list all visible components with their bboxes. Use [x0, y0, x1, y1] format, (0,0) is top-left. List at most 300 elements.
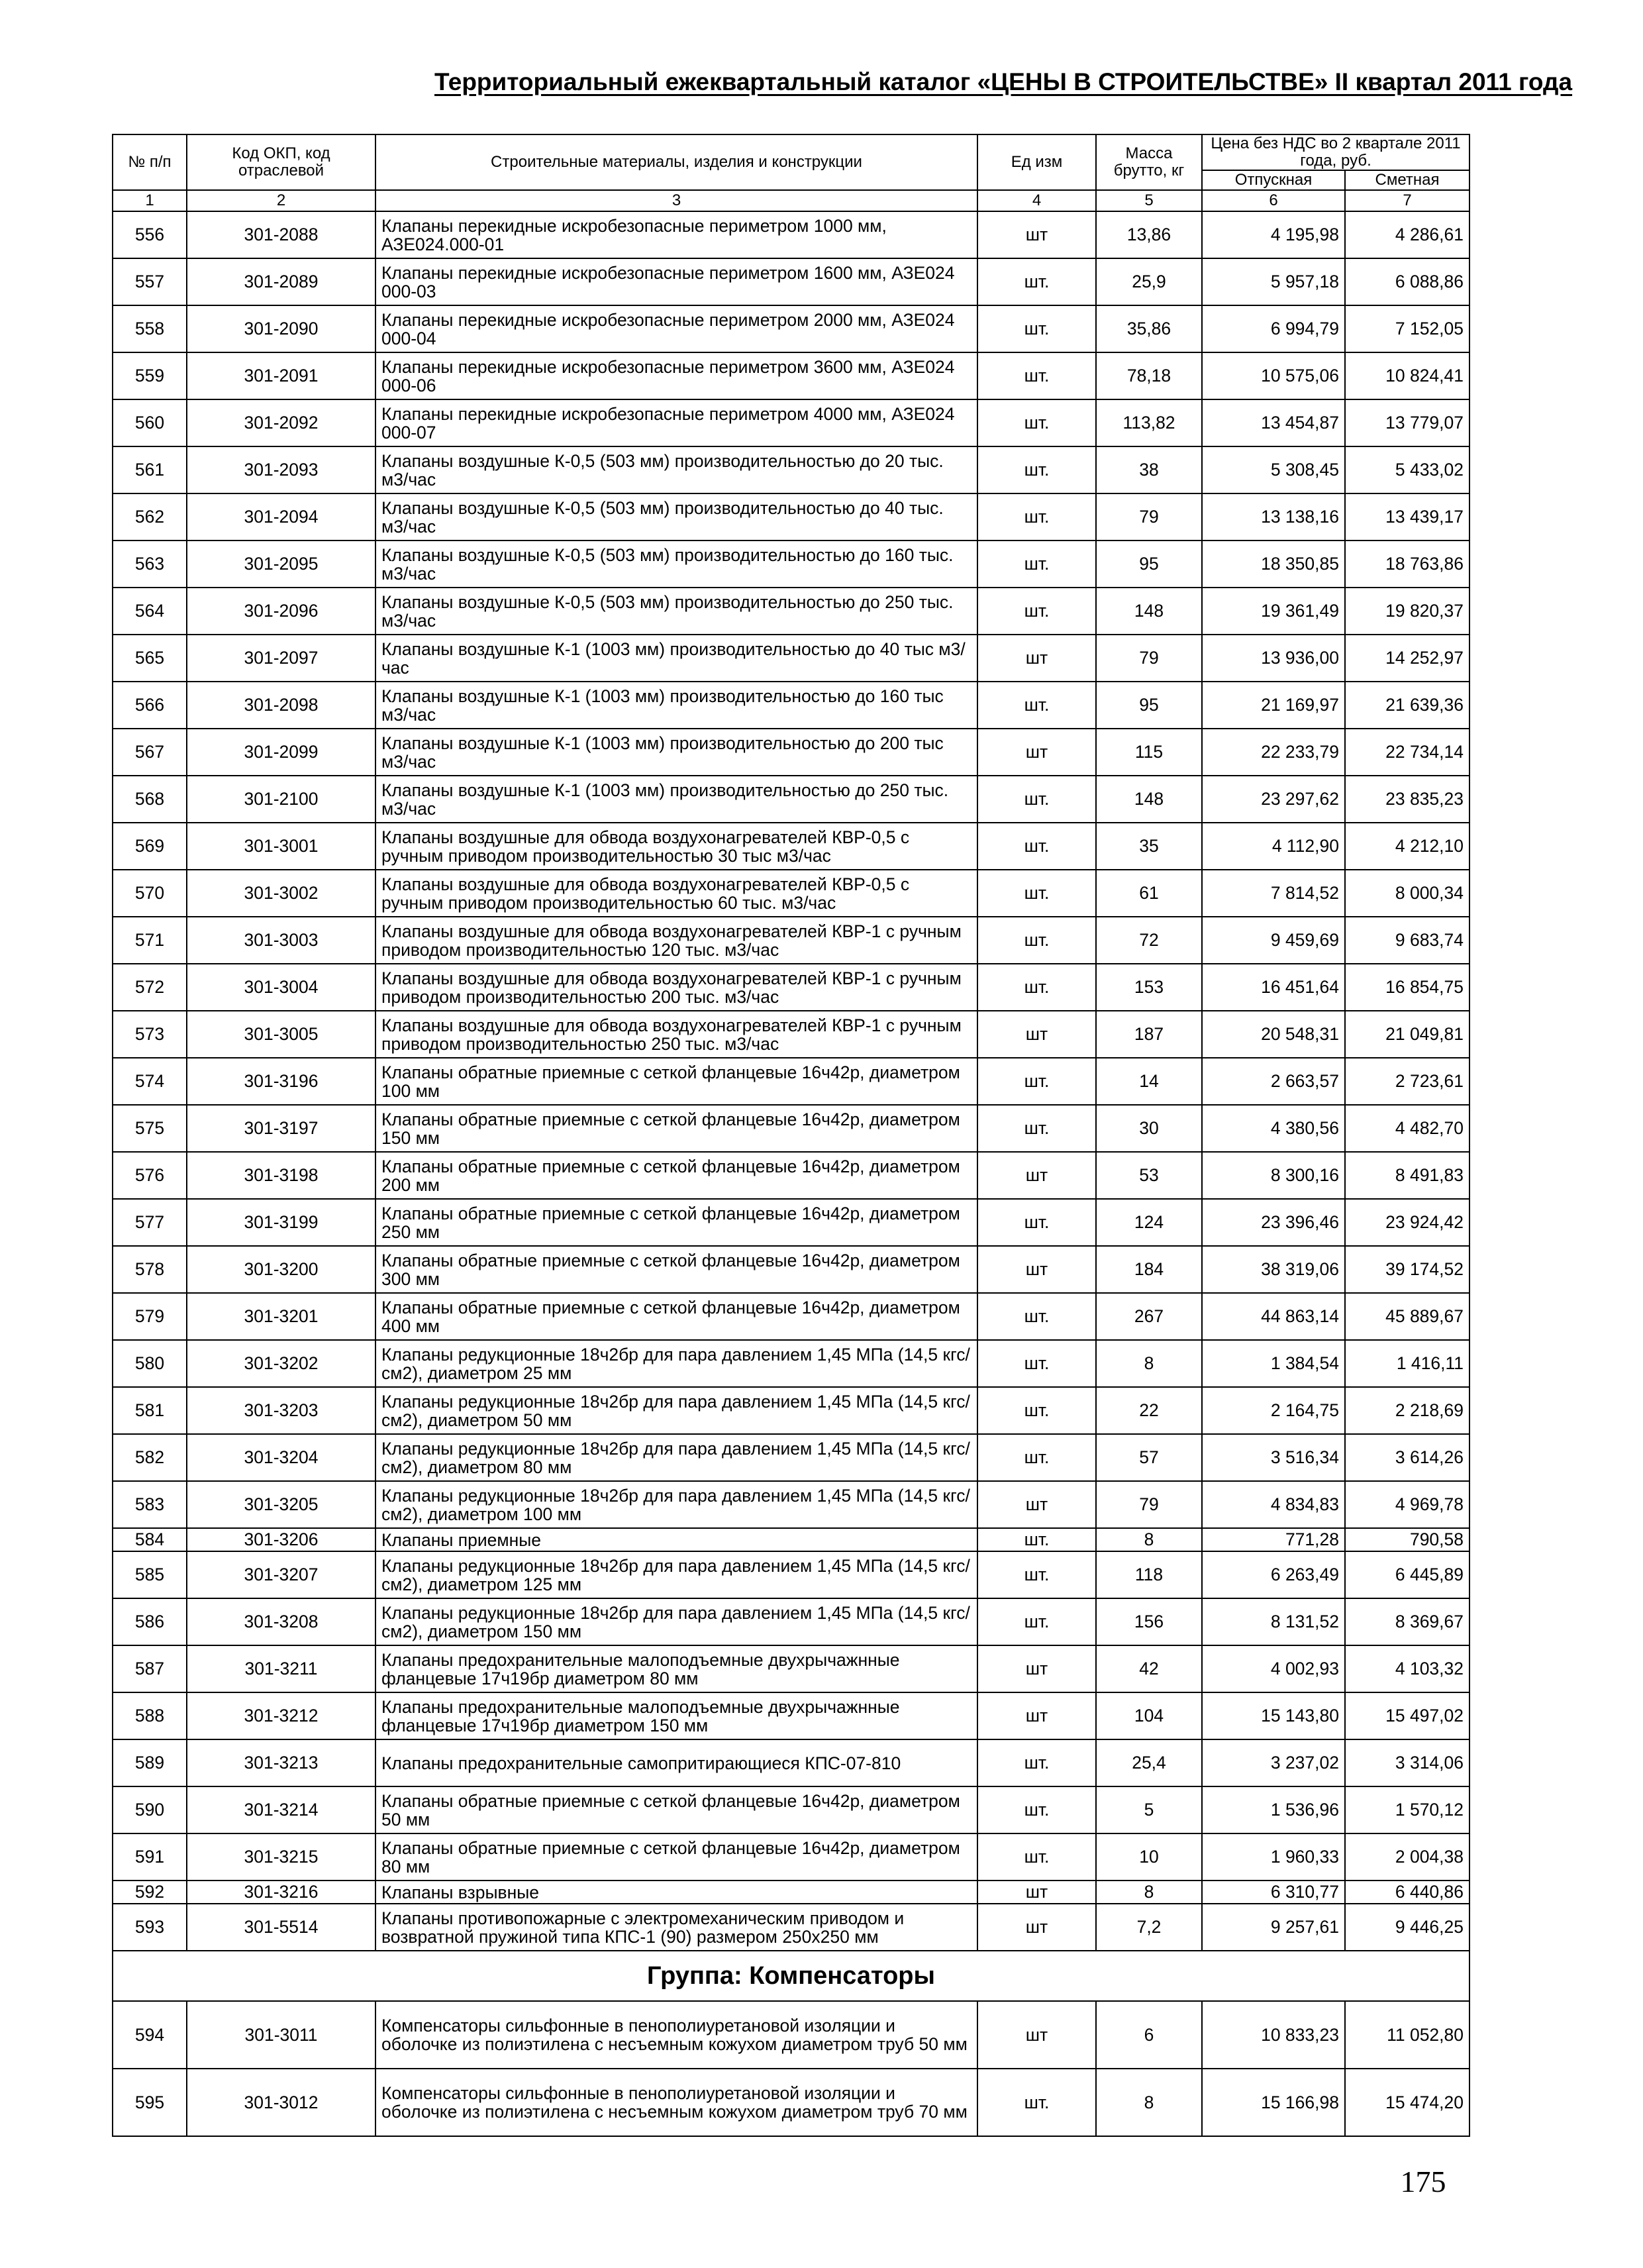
table-row	[113, 1551, 1469, 1598]
row-wholesale-price: 23 297,62	[1202, 776, 1345, 823]
column-number: 3	[375, 190, 977, 211]
row-name: Клапаны редукционные 18ч2бр для пара давлением 1,45 МПа (14,5 кгс/см2), диаметром 150 мм	[375, 1598, 977, 1645]
row-estimate-price: 4 103,32	[1345, 1645, 1469, 1692]
row-unit: шт	[977, 1481, 1096, 1528]
row-number: 583	[113, 1481, 187, 1528]
table-row	[113, 305, 1469, 352]
table-row	[113, 1387, 1469, 1434]
row-wholesale-price: 5 308,45	[1202, 446, 1345, 493]
row-code: 301-2090	[187, 305, 375, 352]
row-estimate-price: 45 889,67	[1345, 1293, 1469, 1340]
row-code: 301-3196	[187, 1058, 375, 1105]
row-unit: шт.	[977, 352, 1096, 399]
row-code: 301-2092	[187, 399, 375, 446]
row-unit: шт	[977, 1011, 1096, 1058]
row-estimate-price: 4 212,10	[1345, 823, 1469, 870]
row-number: 587	[113, 1645, 187, 1692]
row-estimate-price: 19 820,37	[1345, 588, 1469, 635]
row-mass: 35	[1096, 823, 1202, 870]
row-wholesale-price: 2 663,57	[1202, 1058, 1345, 1105]
row-name: Клапаны воздушные для обвода воздухонагревателей КВР-0,5 с ручным приводом производительностью 30 тыс м3/час	[375, 823, 977, 870]
table-row	[113, 493, 1469, 541]
row-number: 561	[113, 446, 187, 493]
row-mass: 115	[1096, 729, 1202, 776]
row-estimate-price: 4 969,78	[1345, 1481, 1469, 1528]
table-row	[113, 682, 1469, 729]
row-number: 578	[113, 1246, 187, 1293]
row-number: 556	[113, 211, 187, 258]
row-code: 301-3004	[187, 964, 375, 1011]
row-code: 301-2100	[187, 776, 375, 823]
row-number: 565	[113, 635, 187, 682]
row-mass: 38	[1096, 446, 1202, 493]
row-wholesale-price: 3 516,34	[1202, 1434, 1345, 1481]
row-estimate-price: 8 000,34	[1345, 870, 1469, 917]
row-number: 592	[113, 1881, 187, 1904]
row-name: Клапаны воздушные К-0,5 (503 мм) производительностью до 250 тыс. м3/час	[375, 588, 977, 635]
page-title: Территориальный ежеквартальный каталог «ЦЕНЫ В СТРОИТЕЛЬСТВЕ» II квартал 2011 года	[434, 68, 1573, 95]
table-row	[113, 2069, 1469, 2136]
table-row	[113, 352, 1469, 399]
row-wholesale-price: 38 319,06	[1202, 1246, 1345, 1293]
row-name: Клапаны предохранительные самопритирающиеся КПС-07-810	[375, 1739, 977, 1786]
row-wholesale-price: 1 960,33	[1202, 1833, 1345, 1881]
row-name: Клапаны обратные приемные с сеткой фланцевые 16ч42р, диаметром 400 мм	[375, 1293, 977, 1340]
row-code: 301-2097	[187, 635, 375, 682]
row-mass: 7,2	[1096, 1904, 1202, 1951]
row-code: 301-3201	[187, 1293, 375, 1340]
table-row	[113, 1246, 1469, 1293]
row-estimate-price: 7 152,05	[1345, 305, 1469, 352]
table-row	[113, 399, 1469, 446]
row-unit: шт.	[977, 2069, 1096, 2136]
table-row	[113, 1434, 1469, 1481]
table-row	[113, 446, 1469, 493]
row-unit: шт.	[977, 1786, 1096, 1833]
row-name: Клапаны обратные приемные с сеткой фланцевые 16ч42р, диаметром 80 мм	[375, 1833, 977, 1881]
row-mass: 113,82	[1096, 399, 1202, 446]
row-code: 301-3207	[187, 1551, 375, 1598]
row-code: 301-3212	[187, 1692, 375, 1739]
row-wholesale-price: 1 536,96	[1202, 1786, 1345, 1833]
row-unit: шт.	[977, 1528, 1096, 1551]
row-unit: шт	[977, 729, 1096, 776]
table-row	[113, 964, 1469, 1011]
row-number: 569	[113, 823, 187, 870]
row-unit: шт.	[977, 1551, 1096, 1598]
row-number: 558	[113, 305, 187, 352]
price-table	[112, 134, 1470, 2137]
row-name: Клапаны редукционные 18ч2бр для пара давлением 1,45 МПа (14,5 кгс/см2), диаметром 80 мм	[375, 1434, 977, 1481]
table-row	[113, 258, 1469, 305]
row-mass: 57	[1096, 1434, 1202, 1481]
row-wholesale-price: 23 396,46	[1202, 1199, 1345, 1246]
row-unit: шт	[977, 1246, 1096, 1293]
table-row	[113, 870, 1469, 917]
row-mass: 22	[1096, 1387, 1202, 1434]
row-mass: 78,18	[1096, 352, 1202, 399]
row-wholesale-price: 18 350,85	[1202, 541, 1345, 588]
row-unit: шт	[977, 1881, 1096, 1904]
row-mass: 184	[1096, 1246, 1202, 1293]
row-name: Клапаны обратные приемные с сеткой фланцевые 16ч42р, диаметром 200 мм	[375, 1152, 977, 1199]
row-wholesale-price: 10 833,23	[1202, 2001, 1345, 2069]
row-mass: 79	[1096, 1481, 1202, 1528]
header-estimate: Сметная	[1345, 170, 1469, 190]
row-mass: 118	[1096, 1551, 1202, 1598]
row-wholesale-price: 13 936,00	[1202, 635, 1345, 682]
row-number: 595	[113, 2069, 187, 2136]
row-number: 579	[113, 1293, 187, 1340]
row-estimate-price: 11 052,80	[1345, 2001, 1469, 2069]
row-name: Клапаны взрывные	[375, 1881, 977, 1904]
row-code: 301-2089	[187, 258, 375, 305]
row-mass: 72	[1096, 917, 1202, 964]
row-wholesale-price: 15 166,98	[1202, 2069, 1345, 2136]
row-mass: 30	[1096, 1105, 1202, 1152]
row-wholesale-price: 10 575,06	[1202, 352, 1345, 399]
table-row	[113, 776, 1469, 823]
row-estimate-price: 6 088,86	[1345, 258, 1469, 305]
header-num: № п/п	[113, 134, 187, 190]
row-code: 301-3197	[187, 1105, 375, 1152]
table-row	[113, 1058, 1469, 1105]
row-mass: 5	[1096, 1786, 1202, 1833]
row-name: Клапаны перекидные искробезопасные периметром 4000 мм, АЗЕ024 000-07	[375, 399, 977, 446]
row-name: Клапаны воздушные К-1 (1003 мм) производительностью до 160 тыс м3/час	[375, 682, 977, 729]
row-mass: 42	[1096, 1645, 1202, 1692]
row-estimate-price: 2 723,61	[1345, 1058, 1469, 1105]
row-unit: шт.	[977, 493, 1096, 541]
row-estimate-price: 13 779,07	[1345, 399, 1469, 446]
row-name: Компенсаторы сильфонные в пенополиуретановой изоляции и оболочке из полиэтилена с несъемным кожухом диаметром труб 50 мм	[375, 2001, 977, 2069]
row-unit: шт.	[977, 917, 1096, 964]
column-numbers-row	[113, 190, 1469, 211]
row-code: 301-2094	[187, 493, 375, 541]
table-row	[113, 635, 1469, 682]
table-row	[113, 211, 1469, 258]
row-estimate-price: 21 049,81	[1345, 1011, 1469, 1058]
table-row	[113, 1199, 1469, 1246]
row-unit: шт	[977, 2001, 1096, 2069]
row-estimate-price: 6 445,89	[1345, 1551, 1469, 1598]
row-number: 573	[113, 1011, 187, 1058]
header-code: Код ОКП, код отраслевой	[187, 134, 375, 190]
row-mass: 25,4	[1096, 1739, 1202, 1786]
row-wholesale-price: 3 237,02	[1202, 1739, 1345, 1786]
row-number: 593	[113, 1904, 187, 1951]
row-number: 574	[113, 1058, 187, 1105]
row-wholesale-price: 6 310,77	[1202, 1881, 1345, 1904]
row-wholesale-price: 7 814,52	[1202, 870, 1345, 917]
row-estimate-price: 13 439,17	[1345, 493, 1469, 541]
row-number: 582	[113, 1434, 187, 1481]
row-wholesale-price: 8 131,52	[1202, 1598, 1345, 1645]
row-name: Клапаны воздушные для обвода воздухонагревателей КВР-1 с ручным приводом производительностью 250 тыс. м3/час	[375, 1011, 977, 1058]
row-code: 301-3214	[187, 1786, 375, 1833]
row-code: 301-3213	[187, 1739, 375, 1786]
row-wholesale-price: 4 195,98	[1202, 211, 1345, 258]
row-estimate-price: 8 369,67	[1345, 1598, 1469, 1645]
row-code: 301-3198	[187, 1152, 375, 1199]
row-wholesale-price: 2 164,75	[1202, 1387, 1345, 1434]
table-row	[113, 588, 1469, 635]
row-number: 576	[113, 1152, 187, 1199]
row-name: Клапаны предохранительные малоподъемные двухрычажнные фланцевые 17ч19бр диаметром 80 мм	[375, 1645, 977, 1692]
row-number: 575	[113, 1105, 187, 1152]
row-number: 570	[113, 870, 187, 917]
row-unit: шт.	[977, 1293, 1096, 1340]
row-name: Клапаны воздушные для обвода воздухонагревателей КВР-0,5 с ручным приводом производительностью 60 тыс. м3/час	[375, 870, 977, 917]
row-estimate-price: 21 639,36	[1345, 682, 1469, 729]
row-number: 580	[113, 1340, 187, 1387]
table-row	[113, 1481, 1469, 1528]
row-number: 591	[113, 1833, 187, 1881]
row-code: 301-2095	[187, 541, 375, 588]
row-estimate-price: 4 482,70	[1345, 1105, 1469, 1152]
row-estimate-price: 16 854,75	[1345, 964, 1469, 1011]
row-unit: шт.	[977, 1105, 1096, 1152]
row-mass: 8	[1096, 1881, 1202, 1904]
row-estimate-price: 8 491,83	[1345, 1152, 1469, 1199]
row-mass: 187	[1096, 1011, 1202, 1058]
column-number: 5	[1096, 190, 1202, 211]
row-estimate-price: 1 416,11	[1345, 1340, 1469, 1387]
row-name: Клапаны приемные	[375, 1528, 977, 1551]
row-code: 301-2096	[187, 588, 375, 635]
row-code: 301-3215	[187, 1833, 375, 1881]
row-unit: шт.	[977, 446, 1096, 493]
header-wholesale: Отпускная	[1202, 170, 1345, 190]
row-estimate-price: 39 174,52	[1345, 1246, 1469, 1293]
row-code: 301-2098	[187, 682, 375, 729]
row-code: 301-3200	[187, 1246, 375, 1293]
row-wholesale-price: 5 957,18	[1202, 258, 1345, 305]
row-name: Клапаны редукционные 18ч2бр для пара давлением 1,45 МПа (14,5 кгс/см2), диаметром 100 мм	[375, 1481, 977, 1528]
row-unit: шт.	[977, 682, 1096, 729]
row-wholesale-price: 4 112,90	[1202, 823, 1345, 870]
row-code: 301-3011	[187, 2001, 375, 2069]
row-mass: 95	[1096, 541, 1202, 588]
row-name: Клапаны обратные приемные с сеткой фланцевые 16ч42р, диаметром 150 мм	[375, 1105, 977, 1152]
row-estimate-price: 14 252,97	[1345, 635, 1469, 682]
row-name: Клапаны воздушные для обвода воздухонагревателей КВР-1 с ручным приводом производительностью 120 тыс. м3/час	[375, 917, 977, 964]
row-code: 301-3005	[187, 1011, 375, 1058]
table-row	[113, 1528, 1469, 1551]
row-unit: шт.	[977, 1387, 1096, 1434]
table-header	[113, 134, 1469, 211]
row-name: Клапаны перекидные искробезопасные периметром 2000 мм, АЗЕ024 000-04	[375, 305, 977, 352]
row-wholesale-price: 20 548,31	[1202, 1011, 1345, 1058]
row-unit: шт.	[977, 1340, 1096, 1387]
row-name: Клапаны воздушные К-1 (1003 мм) производительностью до 200 тыс м3/час	[375, 729, 977, 776]
row-code: 301-3002	[187, 870, 375, 917]
row-unit: шт.	[977, 964, 1096, 1011]
row-estimate-price: 2 218,69	[1345, 1387, 1469, 1434]
header-name: Строительные материалы, изделия и конструкции	[375, 134, 977, 190]
group-row	[113, 1951, 1469, 2001]
row-unit: шт.	[977, 258, 1096, 305]
row-code: 301-3208	[187, 1598, 375, 1645]
row-wholesale-price: 16 451,64	[1202, 964, 1345, 1011]
table-row	[113, 1645, 1469, 1692]
header-unit: Ед изм	[977, 134, 1096, 190]
group-title: Группа: Компенсаторы	[113, 1951, 1469, 2001]
table-row	[113, 1739, 1469, 1786]
row-mass: 35,86	[1096, 305, 1202, 352]
row-number: 588	[113, 1692, 187, 1739]
row-unit: шт	[977, 1152, 1096, 1199]
row-number: 566	[113, 682, 187, 729]
row-code: 301-3205	[187, 1481, 375, 1528]
row-number: 590	[113, 1786, 187, 1833]
row-unit: шт.	[977, 1739, 1096, 1786]
row-mass: 153	[1096, 964, 1202, 1011]
row-estimate-price: 9 446,25	[1345, 1904, 1469, 1951]
row-estimate-price: 6 440,86	[1345, 1881, 1469, 1904]
row-name: Клапаны противопожарные с электромеханическим приводом и возвратной пружиной типа КПС-1 (90) размером 250х250 мм	[375, 1904, 977, 1951]
row-code: 301-3204	[187, 1434, 375, 1481]
row-name: Клапаны воздушные К-0,5 (503 мм) производительностью до 20 тыс. м3/час	[375, 446, 977, 493]
table-row	[113, 2001, 1469, 2069]
row-mass: 148	[1096, 588, 1202, 635]
row-wholesale-price: 9 257,61	[1202, 1904, 1345, 1951]
row-unit: шт	[977, 1645, 1096, 1692]
row-unit: шт	[977, 1904, 1096, 1951]
row-name: Клапаны воздушные К-1 (1003 мм) производительностью до 250 тыс. м3/час	[375, 776, 977, 823]
table-row	[113, 541, 1469, 588]
table-row	[113, 1152, 1469, 1199]
row-mass: 6	[1096, 2001, 1202, 2069]
row-estimate-price: 9 683,74	[1345, 917, 1469, 964]
row-estimate-price: 23 835,23	[1345, 776, 1469, 823]
row-number: 557	[113, 258, 187, 305]
row-estimate-price: 15 497,02	[1345, 1692, 1469, 1739]
table-row	[113, 1598, 1469, 1645]
row-name: Клапаны редукционные 18ч2бр для пара давлением 1,45 МПа (14,5 кгс/см2), диаметром 125 мм	[375, 1551, 977, 1598]
row-number: 586	[113, 1598, 187, 1645]
row-unit: шт.	[977, 1058, 1096, 1105]
table-row	[113, 1293, 1469, 1340]
row-name: Клапаны предохранительные малоподъемные двухрычажнные фланцевые 17ч19бр диаметром 150 мм	[375, 1692, 977, 1739]
row-number: 589	[113, 1739, 187, 1786]
row-name: Клапаны воздушные К-0,5 (503 мм) производительностью до 40 тыс. м3/час	[375, 493, 977, 541]
row-name: Клапаны перекидные искробезопасные периметром 1000 мм, АЗЕ024.000-01	[375, 211, 977, 258]
row-number: 562	[113, 493, 187, 541]
row-wholesale-price: 21 169,97	[1202, 682, 1345, 729]
row-unit: шт.	[977, 399, 1096, 446]
row-estimate-price: 2 004,38	[1345, 1833, 1469, 1881]
row-unit: шт.	[977, 541, 1096, 588]
row-unit: шт	[977, 1692, 1096, 1739]
row-number: 577	[113, 1199, 187, 1246]
table-row	[113, 1340, 1469, 1387]
column-number: 1	[113, 190, 187, 211]
row-number: 572	[113, 964, 187, 1011]
row-code: 301-2088	[187, 211, 375, 258]
row-number: 585	[113, 1551, 187, 1598]
row-unit: шт	[977, 211, 1096, 258]
row-mass: 53	[1096, 1152, 1202, 1199]
row-name: Клапаны редукционные 18ч2бр для пара давлением 1,45 МПа (14,5 кгс/см2), диаметром 25 мм	[375, 1340, 977, 1387]
column-number: 6	[1202, 190, 1345, 211]
row-estimate-price: 3 314,06	[1345, 1739, 1469, 1786]
row-name: Компенсаторы сильфонные в пенополиуретановой изоляции и оболочке из полиэтилена с несъемным кожухом диаметром труб 70 мм	[375, 2069, 977, 2136]
row-estimate-price: 5 433,02	[1345, 446, 1469, 493]
row-name: Клапаны воздушные К-0,5 (503 мм) производительностью до 160 тыс. м3/час	[375, 541, 977, 588]
table-row	[113, 1881, 1469, 1904]
row-wholesale-price: 1 384,54	[1202, 1340, 1345, 1387]
table-row	[113, 1011, 1469, 1058]
row-unit: шт.	[977, 1833, 1096, 1881]
row-mass: 10	[1096, 1833, 1202, 1881]
row-mass: 8	[1096, 1528, 1202, 1551]
row-number: 563	[113, 541, 187, 588]
row-unit: шт.	[977, 776, 1096, 823]
row-wholesale-price: 4 380,56	[1202, 1105, 1345, 1152]
row-name: Клапаны воздушные для обвода воздухонагревателей КВР-1 с ручным приводом производительностью 200 тыс. м3/час	[375, 964, 977, 1011]
row-wholesale-price: 6 994,79	[1202, 305, 1345, 352]
row-estimate-price: 23 924,42	[1345, 1199, 1469, 1246]
row-mass: 104	[1096, 1692, 1202, 1739]
row-unit: шт.	[977, 870, 1096, 917]
row-mass: 79	[1096, 493, 1202, 541]
row-wholesale-price: 13 454,87	[1202, 399, 1345, 446]
row-wholesale-price: 22 233,79	[1202, 729, 1345, 776]
row-number: 560	[113, 399, 187, 446]
row-estimate-price: 1 570,12	[1345, 1786, 1469, 1833]
row-estimate-price: 22 734,14	[1345, 729, 1469, 776]
row-number: 571	[113, 917, 187, 964]
row-unit: шт.	[977, 305, 1096, 352]
row-wholesale-price: 4 834,83	[1202, 1481, 1345, 1528]
row-unit: шт.	[977, 1598, 1096, 1645]
header-price: Цена без НДС во 2 квартале 2011 года, руб.	[1202, 134, 1469, 170]
row-estimate-price: 790,58	[1345, 1528, 1469, 1551]
row-unit: шт.	[977, 1434, 1096, 1481]
row-code: 301-3199	[187, 1199, 375, 1246]
row-mass: 156	[1096, 1598, 1202, 1645]
row-mass: 267	[1096, 1293, 1202, 1340]
row-unit: шт.	[977, 823, 1096, 870]
row-estimate-price: 15 474,20	[1345, 2069, 1469, 2136]
table-row	[113, 1105, 1469, 1152]
row-wholesale-price: 771,28	[1202, 1528, 1345, 1551]
table-row	[113, 1904, 1469, 1951]
row-wholesale-price: 6 263,49	[1202, 1551, 1345, 1598]
row-name: Клапаны обратные приемные с сеткой фланцевые 16ч42р, диаметром 100 мм	[375, 1058, 977, 1105]
row-mass: 8	[1096, 2069, 1202, 2136]
row-name: Клапаны обратные приемные с сеткой фланцевые 16ч42р, диаметром 300 мм	[375, 1246, 977, 1293]
row-number: 567	[113, 729, 187, 776]
row-wholesale-price: 44 863,14	[1202, 1293, 1345, 1340]
table-body	[113, 211, 1469, 2136]
row-number: 581	[113, 1387, 187, 1434]
row-estimate-price: 3 614,26	[1345, 1434, 1469, 1481]
page-number: 175	[1400, 2165, 1446, 2198]
row-code: 301-3206	[187, 1528, 375, 1551]
table-row	[113, 729, 1469, 776]
row-name: Клапаны обратные приемные с сеткой фланцевые 16ч42р, диаметром 50 мм	[375, 1786, 977, 1833]
row-mass: 13,86	[1096, 211, 1202, 258]
row-name: Клапаны перекидные искробезопасные периметром 3600 мм, АЗЕ024 000-06	[375, 352, 977, 399]
row-code: 301-3003	[187, 917, 375, 964]
row-code: 301-2093	[187, 446, 375, 493]
row-number: 584	[113, 1528, 187, 1551]
row-code: 301-2091	[187, 352, 375, 399]
row-name: Клапаны воздушные К-1 (1003 мм) производительностью до 40 тыс м3/час	[375, 635, 977, 682]
row-mass: 79	[1096, 635, 1202, 682]
